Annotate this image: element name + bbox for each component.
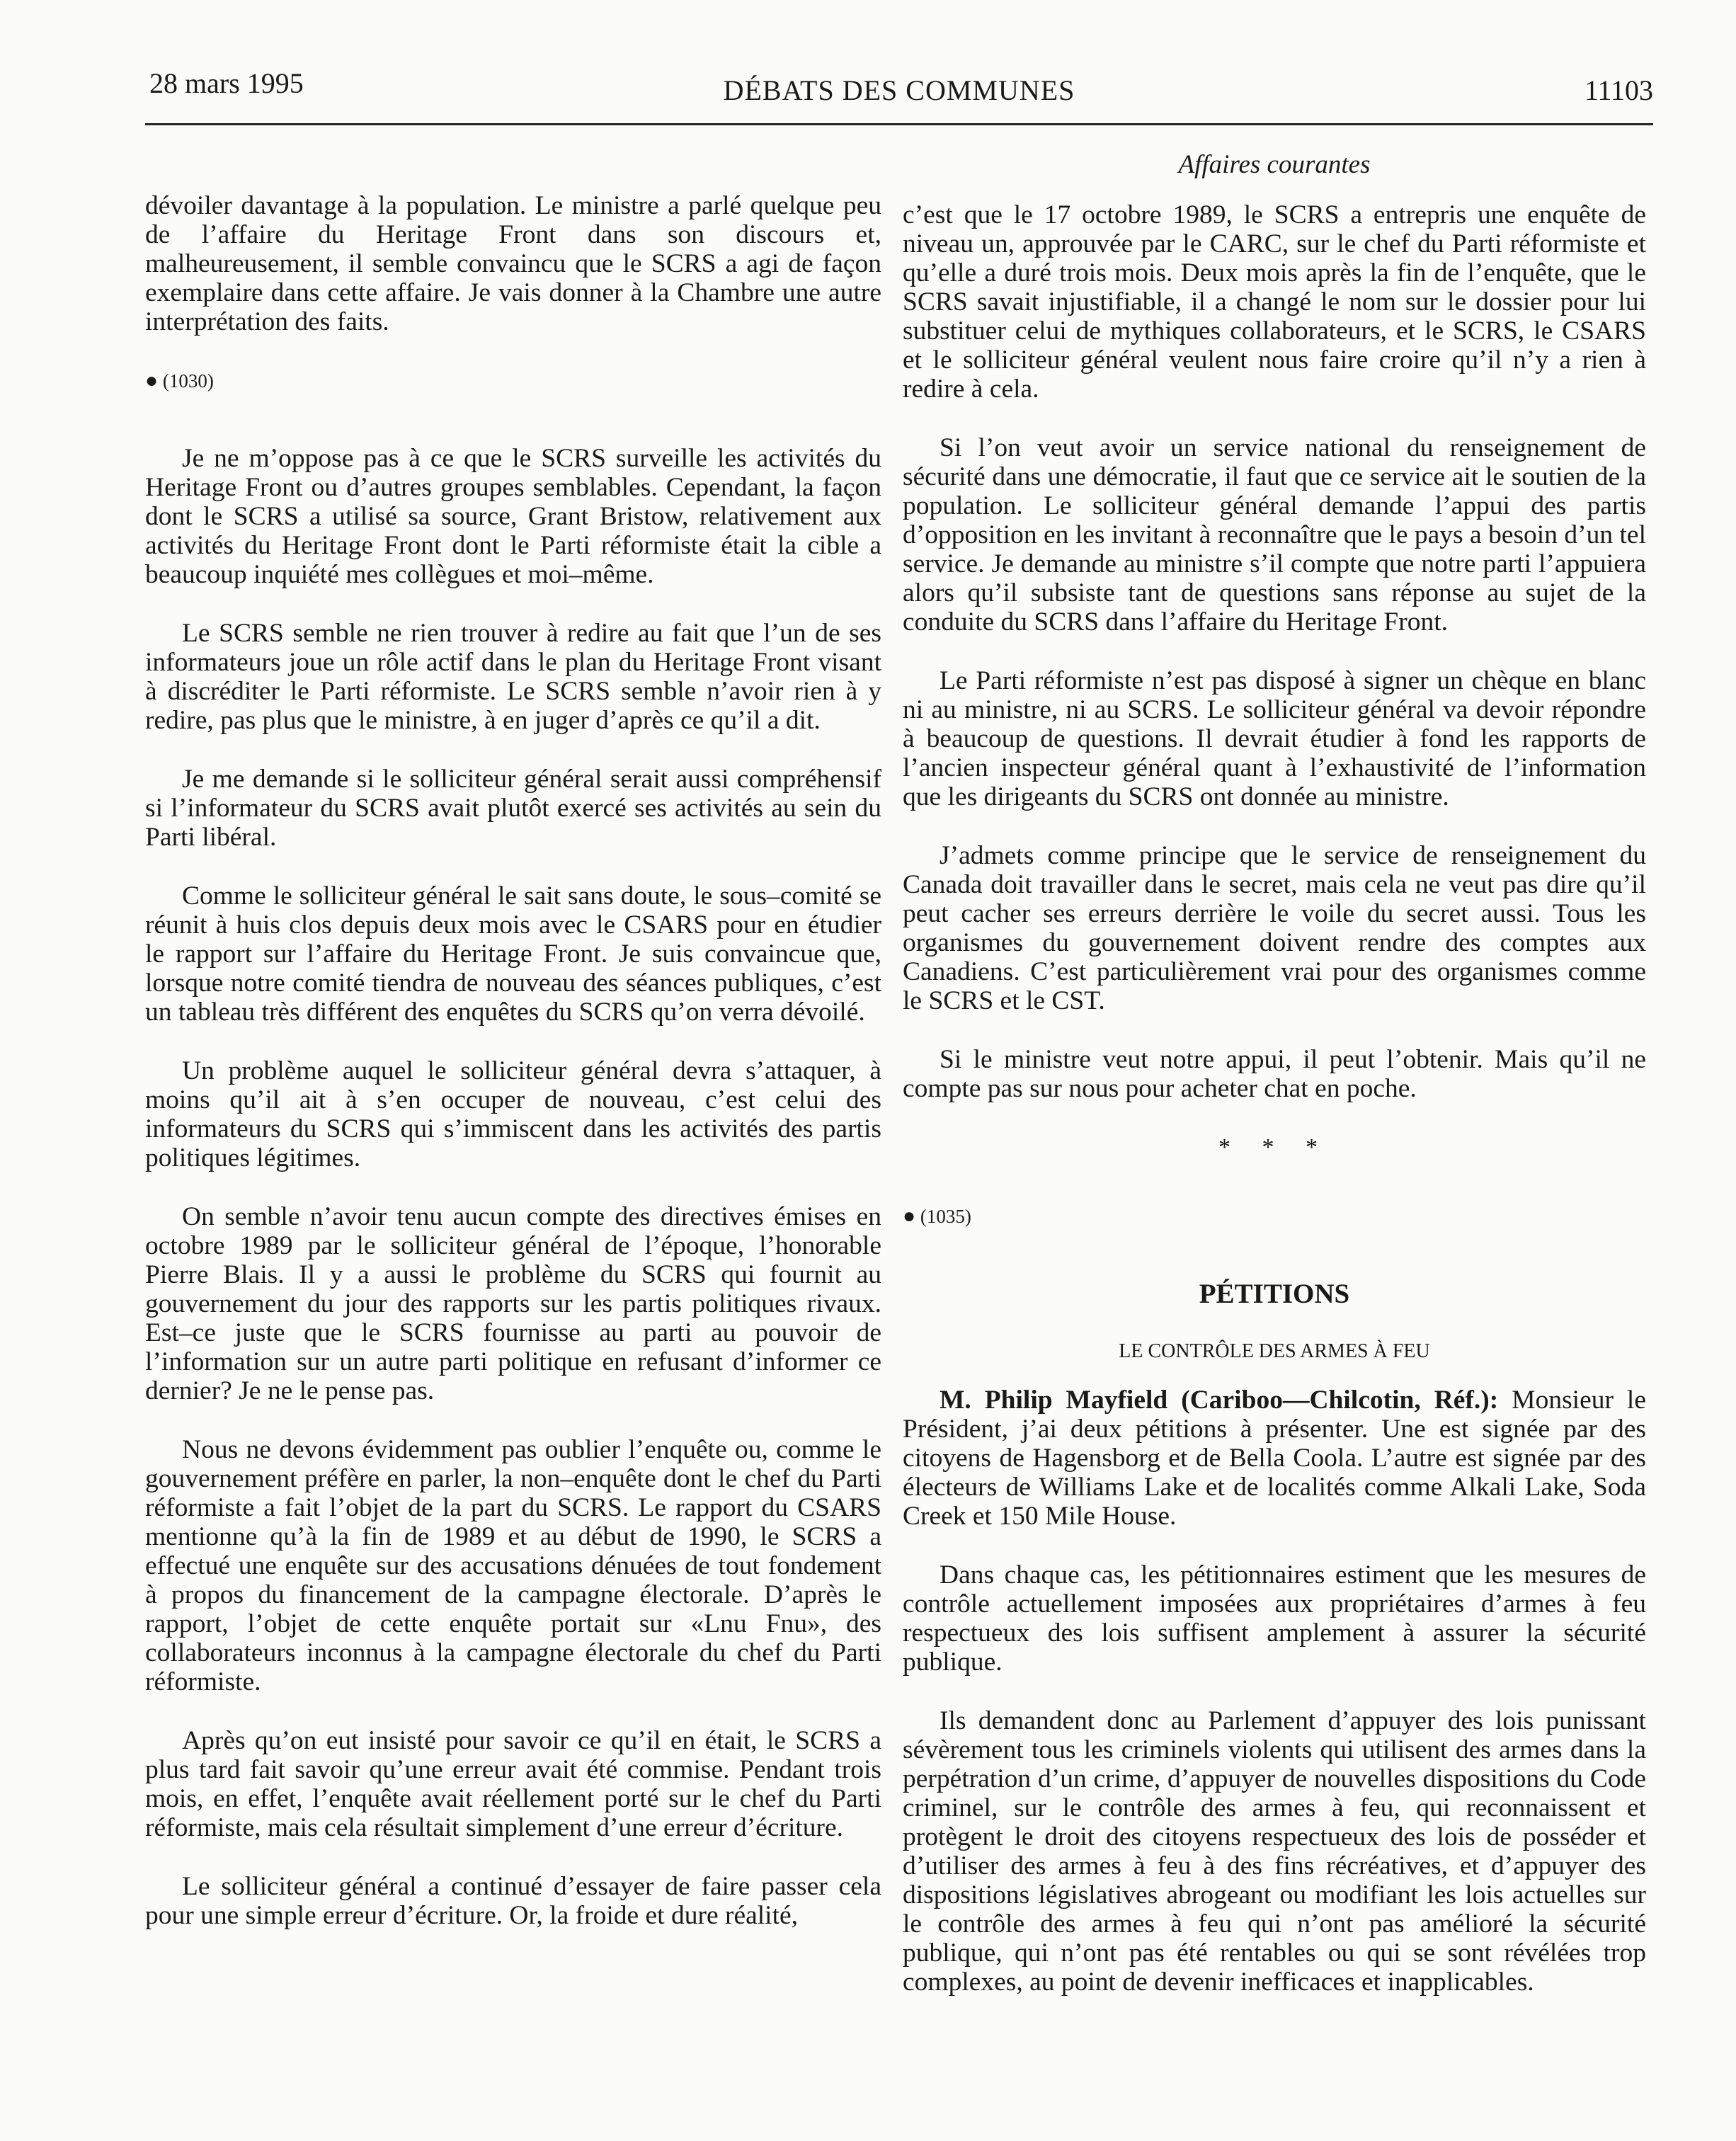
paragraph: Le SCRS semble ne rien trouver à redire au fait que l’un de ses informateurs joue un rôle actif dans le plan du Heritage Front visant à discréditer le Parti réformiste. Le SCRS semble n’avoir rien à y redire, pas plus que le ministre, à en juger d’après ce qu’il a dit. (145, 619, 881, 735)
paragraph: Le solliciteur général a continué d’essayer de faire passer cela pour une simple erreur d’écriture. Or, la froide et dure réalité, (145, 1872, 881, 1930)
paragraph (903, 1386, 1646, 1531)
paragraph: Un problème auquel le solliciteur général devra s’attaquer, à moins qu’il ait à s’en occuper de nouveau, c’est celui des informateurs du SCRS qui s’immiscent dans les activités des partis politiques légitimes. (145, 1056, 881, 1172)
paragraph: Ils demandent donc au Parlement d’appuyer des lois punissant sévèrement tous les criminels violents qui utilisent des armes dans la perpétration d’un crime, d’appuyer de nouvelles dispositions du Code criminel, sur le contrôle des armes à feu, qui reconnaissent et protègent le droit des citoyens respectueux des lois de posséder et d’utiliser des armes à feu à des fins récréatives, et d’appuyer des dispositions législatives abrogeant ou modifiant les lois actuelles sur le contrôle des armes à feu qui n’ont pas amélioré la sécurité publique, qui n’ont pas été rentables ou qui se sont révélées trop complexes, au point de devenir inefficaces et inapplicables. (903, 1706, 1646, 1997)
time-marker (903, 1201, 1646, 1231)
paragraph: J’admets comme principe que le service de renseignement du Canada doit travailler dans le secret, mais cela ne veut pas dire qu’il peut cacher ses erreurs derrière le voile du secret aussi. Tous les organismes du gouvernement doivent rendre des comptes aux Canadiens. C’est particulièrement vrai pour des organismes comme le SCRS et le CST. (903, 841, 1646, 1015)
speech-text: Monsieur le Président, j’ai deux pétitions à présenter. Une est signée par des citoyens de Hagensborg et de Bella Coola. L’autre est signée par des électeurs de Williams Lake et de localités comme Alkali Lake, Soda Creek et 150 Mile House. (903, 1386, 1646, 1531)
paragraph: Je ne m’oppose pas à ce que le SCRS surveille les activités du Heritage Front ou d’autres groupes semblables. Cependant, la façon dont le SCRS a utilisé sa source, Grant Bristow, relativement aux activités du Heritage Front dont le Parti réformiste était la cible a beaucoup inquiété mes collègues et moi–même. (145, 444, 881, 589)
petitions-title: PÉTITIONS (1199, 1279, 1350, 1309)
time-marker-label: (1030) (162, 370, 214, 392)
paragraph: Nous ne devons évidemment pas oublier l’enquête ou, comme le gouvernement préfère en parler, la non–enquête dont le chef du Parti réformiste a fait l’objet de la part du SCRS. Le rapport du CSARS mentionne qu’à la fin de 1989 et au début de 1990, le SCRS a effectué une enquête sur des accusations dénuées de tout fondement à propos du financement de la campagne électorale. D’après le rapport, l’objet de cette enquête portait sur «Lnu Fnu», des collaborateurs inconnus à la campagne électorale du chef du Parti réformiste. (145, 1435, 881, 1696)
paragraph: On semble n’avoir tenu aucun compte des directives émises en octobre 1989 par le solliciteur général de l’époque, l’honorable Pierre Blais. Il y a aussi le problème du SCRS qui fournit au gouvernement du jour des rapports sur les partis politiques rivaux. Est–ce juste que le SCRS fournisse au parti au pouvoir de l’information sur un autre parti politique en refusant d’informer ce dernier? Je ne le pense pas. (145, 1202, 881, 1405)
time-marker-label: (1035) (920, 1206, 971, 1227)
speaker-name: M. Philip Mayfield (Cariboo—Chilcotin, Réf.): (940, 1386, 1499, 1415)
paragraph: Je me demande si le solliciteur général serait aussi compréhensif si l’informateur du SCRS avait plutôt exercé ses activités au sein du Parti libéral. (145, 765, 881, 852)
left-column (145, 191, 881, 1960)
paragraph: c’est que le 17 octobre 1989, le SCRS a entrepris une enquête de niveau un, approuvée par le CARC, sur le chef du Parti réformiste et qu’elle a duré trois mois. Deux mois après la fin de l’enquête, que le SCRS savait injustifiable, il a changé le nom sur le dossier pour lui substituer celui de mythiques collaborateurs, et le SCRS, le CSARS et le solliciteur général veulent nous faire croire qu’il n’y a rien à redire à cela. (903, 200, 1646, 404)
right-column (903, 150, 1646, 2026)
paragraph: Dans chaque cas, les pétitionnaires estiment que les mesures de contrôle actuellement imposées aux propriétaires d’armes à feu respectueux des lois suffisent amplement à assurer la sécurité publique. (903, 1560, 1646, 1677)
petitions-subtitle: LE CONTRÔLE DES ARMES À FEU (1119, 1340, 1430, 1362)
paragraph: Comme le solliciteur général le sait sans doute, le sous–comité se réunit à huis clos depuis deux mois avec le CSARS pour en étudier le rapport sur l’affaire du Heritage Front. Je suis convaincue que, lorsque notre comité tiendra de nouveau des séances publiques, c’est un tableau très différent des enquêtes du SCRS qu’on verra dévoilé. (145, 881, 881, 1027)
paragraph: Si l’on veut avoir un service national du renseignement de sécurité dans une démocratie, il faut que ce service ait le soutien de la population. Le solliciteur général demande l’appui des partis d’opposition en les invitant à reconnaître que le pays a besoin d’un tel service. Je demande au ministre s’il compte que notre parti l’appuiera alors qu’il subsiste tant de questions sans réponse au sujet de la conduite du SCRS dans l’affaire du Heritage Front. (903, 433, 1646, 636)
paragraph: Après qu’on eut insisté pour savoir ce qu’il en était, le SCRS a plus tard fait savoir qu’une erreur avait été commise. Pendant trois mois, en effet, l’enquête avait réellement porté sur le chef du Parti réformiste, mais cela résultait simplement d’une erreur d’écriture. (145, 1726, 881, 1842)
header-page-number: 11103 (1584, 74, 1653, 106)
header-publication: DÉBATS DES COMMUNES (723, 74, 1075, 106)
header-date: 28 mars 1995 (149, 67, 304, 99)
bullet-icon: ● (145, 369, 159, 392)
time-marker (145, 366, 881, 396)
paragraph: dévoiler davantage à la population. Le ministre a parlé quelque peu de l’affaire du Heritage Front dans son discours et, malheureusement, il semble convaincu que le SCRS a agi de façon exemplaire dans cette affaire. Je vais donner à la Chambre une autre interprétation des faits. (145, 191, 881, 336)
section-heading: Affaires courantes (1178, 150, 1371, 179)
bullet-icon: ● (903, 1204, 916, 1228)
section-separator: * * * (1218, 1134, 1330, 1160)
paragraph: Si le ministre veut notre appui, il peut l’obtenir. Mais qu’il ne compte pas sur nous pour acheter chat en poche. (903, 1045, 1646, 1103)
paragraph: Le Parti réformiste n’est pas disposé à signer un chèque en blanc ni au ministre, ni au SCRS. Le solliciteur général va devoir répondre à beaucoup de questions. Il devrait étudier à fond les rapports de l’ancien inspecteur général quant à l’exhaustivité de l’information que les dirigeants du SCRS ont donnée au ministre. (903, 666, 1646, 811)
page-header (145, 67, 1653, 125)
